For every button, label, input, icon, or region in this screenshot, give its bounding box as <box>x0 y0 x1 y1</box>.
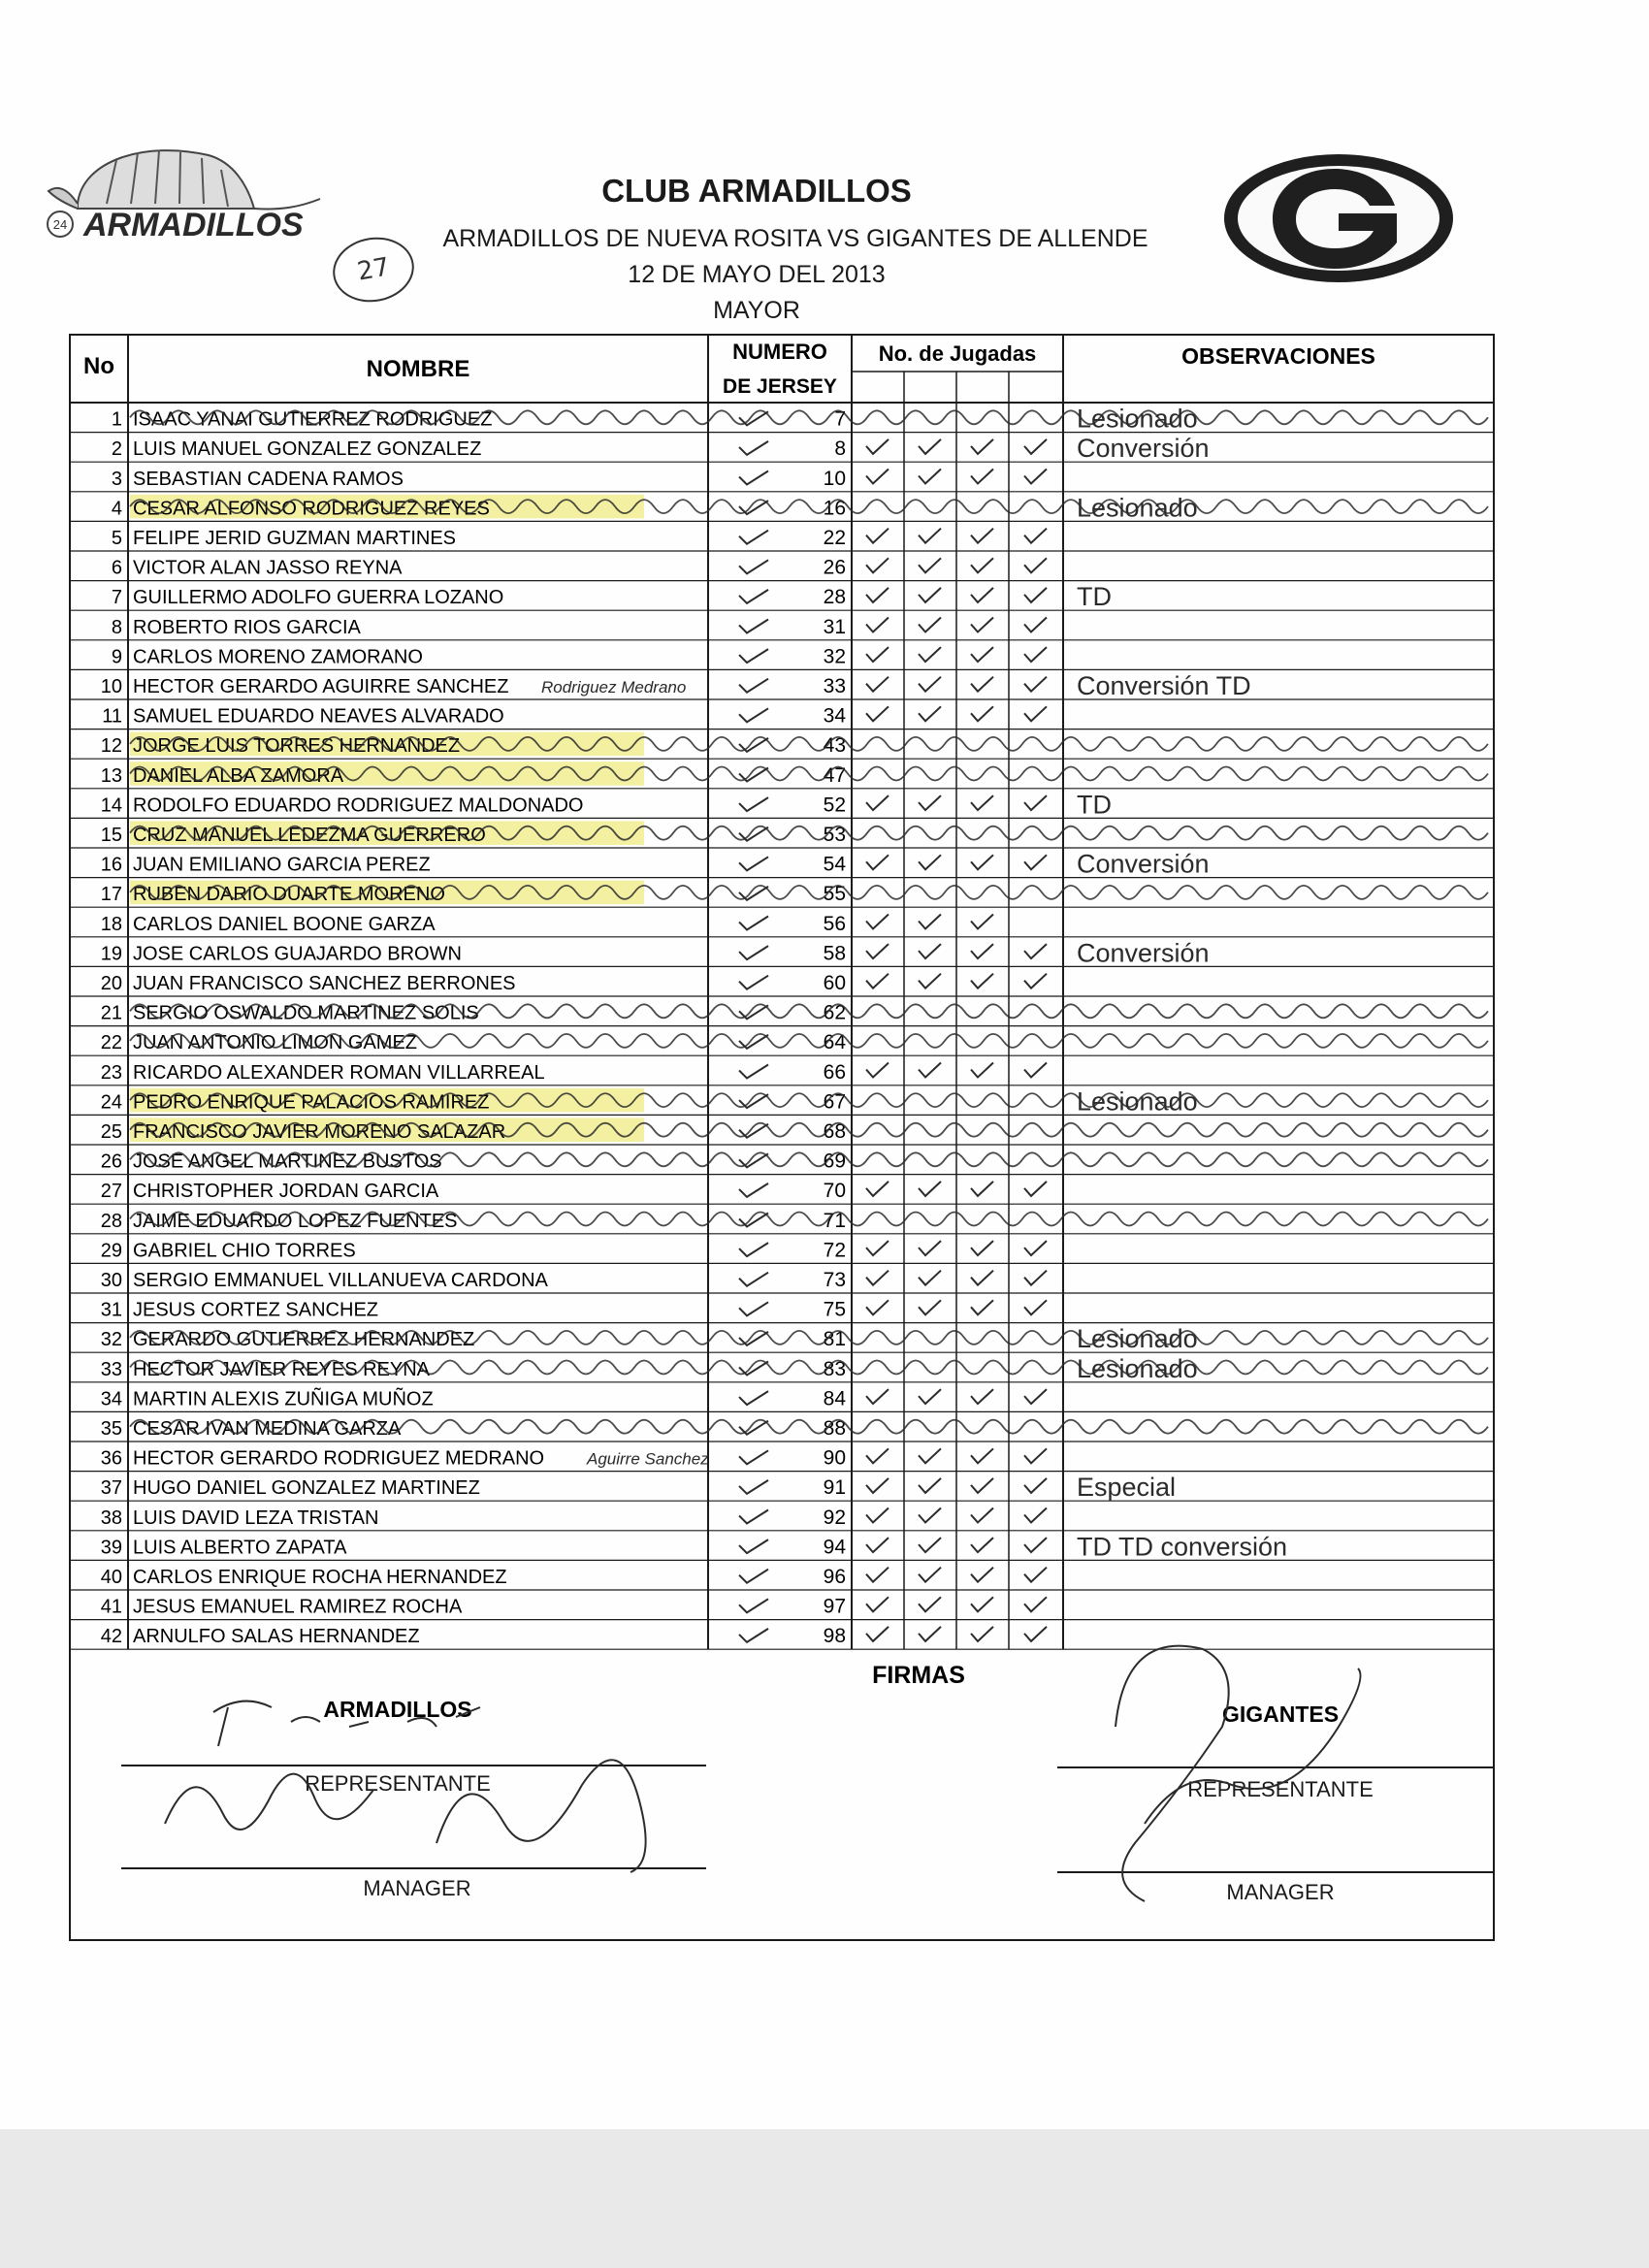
left-manager-label: MANAGER <box>363 1876 471 1900</box>
row-number: 19 <box>100 943 122 965</box>
play-check-mark <box>1024 647 1047 662</box>
row-number: 37 <box>100 1477 122 1500</box>
jersey-number: 52 <box>823 794 846 817</box>
play-check-mark <box>919 1597 941 1611</box>
play-check-mark <box>866 1271 889 1285</box>
play-check-mark <box>1024 470 1047 484</box>
play-check-mark <box>866 1597 889 1611</box>
player-name: SEBASTIAN CADENA RAMOS <box>133 468 404 490</box>
play-check-mark <box>866 558 889 572</box>
page-title: CLUB ARMADILLOS <box>601 173 912 209</box>
player-name: LUIS ALBERTO ZAPATA <box>133 1537 347 1559</box>
play-check-mark <box>1024 1182 1047 1196</box>
row-number: 15 <box>100 825 122 846</box>
jersey-number: 58 <box>823 942 846 965</box>
check-mark <box>739 797 768 811</box>
play-check-mark <box>971 1241 993 1255</box>
player-name: PEDRO ENRIQUE PALACIOS RAMIREZ <box>133 1091 490 1114</box>
check-mark <box>739 1391 768 1405</box>
player-name: CARLOS MORENO ZAMORANO <box>133 646 423 668</box>
row-number: 41 <box>100 1596 122 1618</box>
player-name: LUIS DAVID LEZA TRISTAN <box>133 1507 379 1529</box>
play-check-mark <box>919 529 941 543</box>
check-mark <box>739 441 768 455</box>
play-check-mark <box>971 439 993 454</box>
row-number: 16 <box>100 854 122 876</box>
check-mark <box>739 1065 768 1079</box>
play-check-mark <box>1024 1241 1047 1255</box>
right-team-label: GIGANTES <box>1221 1701 1340 1727</box>
play-check-mark <box>919 855 941 869</box>
jersey-number: 31 <box>823 615 846 638</box>
play-check-mark <box>971 1063 993 1078</box>
player-name: RICARDO ALEXANDER ROMAN VILLARREAL <box>133 1061 545 1084</box>
check-mark <box>739 560 768 573</box>
row-number: 14 <box>100 794 122 817</box>
play-check-mark <box>1024 1627 1047 1641</box>
play-check-mark <box>866 1627 889 1641</box>
play-check-mark <box>866 855 889 869</box>
row-number: 6 <box>111 557 122 579</box>
row-number: 32 <box>100 1329 122 1351</box>
play-check-mark <box>866 974 889 988</box>
observation-note: Especial <box>1077 1473 1177 1503</box>
jersey-number: 64 <box>823 1031 846 1054</box>
row-number: 5 <box>111 528 122 549</box>
play-check-mark <box>971 1300 993 1314</box>
row-number: 10 <box>100 676 122 697</box>
observation-note: Lesionado <box>1077 1086 1198 1117</box>
jersey-number: 33 <box>823 675 846 697</box>
play-check-mark <box>1024 1597 1047 1611</box>
play-check-mark <box>919 647 941 662</box>
row-number: 12 <box>100 735 122 758</box>
jersey-number: 47 <box>823 763 846 787</box>
header-observations: OBSERVACIONES <box>1181 343 1375 369</box>
player-name: JUAN FRANCISCO SANCHEZ BERRONES <box>133 973 516 994</box>
player-name: CESAR IVAN MEDINA GARZA <box>133 1418 402 1440</box>
play-check-mark <box>971 915 993 929</box>
jersey-number: 53 <box>823 824 846 846</box>
check-mark <box>739 857 768 870</box>
play-check-mark <box>866 1389 889 1404</box>
jersey-number: 97 <box>823 1595 846 1618</box>
play-check-mark <box>866 1478 889 1493</box>
row-number: 42 <box>100 1626 122 1648</box>
play-check-mark <box>971 618 993 632</box>
row-number: 29 <box>100 1240 122 1262</box>
player-name: GERARDO GUTIERREZ HERNANDEZ <box>133 1329 475 1351</box>
observation-note: Lesionado <box>1077 1353 1198 1383</box>
jersey-number: 62 <box>823 1001 846 1024</box>
observation-note: Conversión TD <box>1077 671 1251 700</box>
check-mark <box>739 1450 768 1464</box>
row-number: 28 <box>100 1210 122 1232</box>
player-name: CHRISTOPHER JORDAN GARCIA <box>133 1181 439 1203</box>
play-check-mark <box>1024 1448 1047 1463</box>
play-check-mark <box>919 558 941 572</box>
play-check-mark <box>919 795 941 810</box>
play-check-mark <box>1024 529 1047 543</box>
jersey-number: 68 <box>823 1120 846 1143</box>
play-check-mark <box>971 677 993 692</box>
play-check-mark <box>919 677 941 692</box>
observation-note: TD <box>1077 790 1112 820</box>
jersey-number: 73 <box>823 1269 846 1291</box>
play-check-mark <box>919 1300 941 1314</box>
player-name: HUGO DANIEL GONZALEZ MARTINEZ <box>133 1477 480 1500</box>
row-number: 31 <box>100 1299 122 1321</box>
play-check-mark <box>1024 1063 1047 1078</box>
play-check-mark <box>971 1182 993 1196</box>
play-check-mark <box>971 855 993 869</box>
jersey-number: 54 <box>823 853 846 876</box>
play-check-mark <box>919 915 941 929</box>
player-name: VICTOR ALAN JASSO REYNA <box>133 557 403 579</box>
play-check-mark <box>971 1538 993 1552</box>
play-check-mark <box>919 1508 941 1523</box>
row-number: 21 <box>100 1002 122 1024</box>
player-name: JUAN EMILIANO GARCIA PEREZ <box>133 854 431 876</box>
play-check-mark <box>919 1448 941 1463</box>
play-check-mark <box>919 1478 941 1493</box>
check-mark <box>739 976 768 989</box>
row-number: 1 <box>111 408 122 431</box>
player-name: HECTOR GERARDO AGUIRRE SANCHEZ <box>133 676 509 697</box>
jersey-number: 10 <box>823 467 846 490</box>
player-name: CARLOS DANIEL BOONE GARZA <box>133 913 436 935</box>
check-mark <box>739 1273 768 1286</box>
check-mark <box>739 1183 768 1197</box>
row-number: 11 <box>102 705 122 728</box>
row-number: 34 <box>100 1388 122 1410</box>
player-name: HECTOR GERARDO RODRIGUEZ MEDRANO <box>133 1447 545 1470</box>
jersey-number: 56 <box>823 912 846 935</box>
player-name: FRANCISCO JAVIER MORENO SALAZAR <box>133 1121 506 1143</box>
jersey-number: 83 <box>823 1357 846 1380</box>
header-jersey-line2: DE JERSEY <box>723 375 837 398</box>
play-check-mark <box>971 1508 993 1523</box>
play-check-mark <box>971 588 993 602</box>
check-mark <box>739 946 768 959</box>
row-number: 24 <box>100 1091 122 1114</box>
play-check-mark <box>866 795 889 810</box>
play-check-mark <box>919 1568 941 1582</box>
player-name: ISAAC YANAI GUTIERREZ RODRIGUEZ <box>133 408 493 431</box>
play-check-mark <box>971 1478 993 1493</box>
player-name: JAIME EDUARDO LOPEZ FUENTES <box>133 1210 458 1232</box>
player-name: JUAN ANTONIO LIMON GAMEZ <box>133 1032 417 1054</box>
player-name: CRUZ MANUEL LEDEZMA GUERRERO <box>133 825 486 846</box>
jersey-number: 16 <box>823 497 846 520</box>
row-number: 2 <box>111 438 122 461</box>
check-mark <box>739 1302 768 1315</box>
play-check-mark <box>971 974 993 988</box>
play-check-mark <box>971 1627 993 1641</box>
check-mark <box>739 1243 768 1256</box>
jersey-number: 28 <box>823 586 846 609</box>
play-check-mark <box>1024 1508 1047 1523</box>
play-check-mark <box>866 647 889 662</box>
check-mark <box>739 1570 768 1583</box>
jersey-number: 22 <box>823 527 846 549</box>
jersey-number: 81 <box>823 1328 846 1351</box>
play-check-mark <box>1024 1538 1047 1552</box>
play-check-mark <box>1024 677 1047 692</box>
header-no: No <box>83 353 114 379</box>
play-check-mark <box>866 529 889 543</box>
observation-note: Conversión <box>1077 434 1210 464</box>
play-check-mark <box>919 1182 941 1196</box>
play-check-mark <box>1024 795 1047 810</box>
play-check-mark <box>919 618 941 632</box>
check-mark <box>739 649 768 663</box>
jersey-number: 91 <box>823 1476 846 1500</box>
match-date: 12 DE MAYO DEL 2013 <box>628 261 886 288</box>
player-name: RODOLFO EDUARDO RODRIGUEZ MALDONADO <box>133 794 584 817</box>
row-number: 23 <box>100 1061 122 1084</box>
observation-note: Lesionado <box>1077 1324 1198 1354</box>
player-name: SERGIO EMMANUEL VILLANUEVA CARDONA <box>133 1270 548 1291</box>
play-check-mark <box>919 1271 941 1285</box>
play-check-mark <box>919 1063 941 1078</box>
play-check-mark <box>866 1063 889 1078</box>
handwritten-correction: Rodriguez Medrano <box>541 678 687 697</box>
row-number: 7 <box>111 587 122 609</box>
jersey-number: 88 <box>823 1417 846 1440</box>
play-check-mark <box>919 588 941 602</box>
play-check-mark <box>1024 944 1047 958</box>
play-check-mark <box>866 618 889 632</box>
player-name: SAMUEL EDUARDO NEAVES ALVARADO <box>133 705 504 728</box>
jersey-number: 60 <box>823 972 846 994</box>
play-check-mark <box>1024 706 1047 721</box>
row-number: 27 <box>100 1181 122 1203</box>
player-name: JOSE ANGEL MARTINEZ BUSTOS <box>133 1150 442 1173</box>
play-check-mark <box>919 1241 941 1255</box>
row-number: 40 <box>100 1567 122 1588</box>
play-check-mark <box>971 558 993 572</box>
jersey-number: 43 <box>823 734 846 758</box>
row-number: 30 <box>100 1270 122 1291</box>
jersey-number: 84 <box>823 1387 846 1410</box>
check-mark <box>739 917 768 930</box>
player-name: MARTIN ALEXIS ZUÑIGA MUÑOZ <box>133 1388 434 1410</box>
player-name: RUBEN DARIO DUARTE MORENO <box>133 884 445 906</box>
play-check-mark <box>971 470 993 484</box>
play-check-mark <box>919 944 941 958</box>
logo-badge: 24 <box>52 217 68 232</box>
player-name: CESAR ALFONSO RODRIGUEZ REYES <box>133 498 490 520</box>
play-check-mark <box>1024 974 1047 988</box>
check-mark <box>739 620 768 633</box>
jersey-number: 96 <box>823 1566 846 1588</box>
observation-note: Conversión <box>1077 938 1210 968</box>
player-name: LUIS MANUEL GONZALEZ GONZALEZ <box>133 438 482 461</box>
play-check-mark <box>866 1508 889 1523</box>
jersey-number: 69 <box>823 1150 846 1173</box>
jersey-number: 34 <box>823 704 846 728</box>
jersey-number: 94 <box>823 1536 846 1559</box>
jersey-number: 32 <box>823 645 846 668</box>
signatures-heading: FIRMAS <box>872 1662 965 1689</box>
row-number: 17 <box>100 884 122 906</box>
logo-text: ARMADILLOS <box>83 207 304 243</box>
jersey-number: 71 <box>823 1209 846 1232</box>
play-check-mark <box>919 706 941 721</box>
row-number: 39 <box>100 1537 122 1559</box>
row-number: 8 <box>111 616 122 638</box>
row-number: 9 <box>111 646 122 668</box>
left-team-label: ARMADILLOS <box>323 1697 472 1722</box>
play-check-mark <box>866 1182 889 1196</box>
play-check-mark <box>971 1389 993 1404</box>
row-number: 18 <box>100 913 122 935</box>
play-check-mark <box>919 974 941 988</box>
check-mark <box>739 708 768 722</box>
play-check-mark <box>1024 1389 1047 1404</box>
play-check-mark <box>866 1448 889 1463</box>
row-number: 13 <box>100 764 122 787</box>
header-plays: No. de Jugadas <box>878 341 1037 366</box>
header-jersey-line1: NUMERO <box>732 340 827 364</box>
play-check-mark <box>919 1389 941 1404</box>
row-number: 33 <box>100 1358 122 1380</box>
play-check-mark <box>971 529 993 543</box>
play-check-mark <box>971 795 993 810</box>
circled-number: 27 <box>328 231 419 308</box>
player-name: GABRIEL CHIO TORRES <box>133 1240 356 1262</box>
play-check-mark <box>866 915 889 929</box>
row-number: 20 <box>100 973 122 994</box>
play-check-mark <box>1024 1478 1047 1493</box>
play-check-mark <box>866 588 889 602</box>
check-mark <box>739 1599 768 1612</box>
play-check-mark <box>1024 558 1047 572</box>
player-name: JESUS CORTEZ SANCHEZ <box>133 1299 378 1321</box>
player-name: JOSE CARLOS GUAJARDO BROWN <box>133 943 462 965</box>
play-check-mark <box>919 439 941 454</box>
play-check-mark <box>866 470 889 484</box>
jersey-number: 75 <box>823 1298 846 1321</box>
play-check-mark <box>866 944 889 958</box>
check-mark <box>739 1480 768 1494</box>
check-mark <box>739 1510 768 1524</box>
jersey-number: 26 <box>823 556 846 579</box>
right-representative-label: REPRESENTANTE <box>1187 1777 1374 1801</box>
jersey-number: 8 <box>834 437 846 461</box>
jersey-number: 66 <box>823 1060 846 1084</box>
check-mark <box>739 679 768 693</box>
row-number: 35 <box>100 1418 122 1440</box>
check-mark <box>739 1539 768 1553</box>
play-check-mark <box>866 1568 889 1582</box>
play-check-mark <box>866 677 889 692</box>
right-manager-label: MANAGER <box>1226 1880 1335 1904</box>
observation-note: TD <box>1077 582 1112 612</box>
check-mark <box>739 471 768 485</box>
play-check-mark <box>971 944 993 958</box>
player-name: CARLOS ENRIQUE ROCHA HERNANDEZ <box>133 1567 507 1588</box>
row-number: 22 <box>100 1032 122 1054</box>
check-mark <box>739 1629 768 1642</box>
row-number: 25 <box>100 1121 122 1143</box>
observation-note: TD TD conversión <box>1077 1532 1288 1562</box>
match-subtitle: ARMADILLOS DE NUEVA ROSITA VS GIGANTES DE ALLENDE <box>442 225 1148 252</box>
play-check-mark <box>866 1241 889 1255</box>
observation-note: Conversión <box>1077 849 1210 879</box>
play-check-mark <box>1024 618 1047 632</box>
play-check-mark <box>971 1448 993 1463</box>
play-check-mark <box>1024 439 1047 454</box>
player-name: JESUS EMANUEL RAMIREZ ROCHA <box>133 1596 463 1618</box>
signature-right <box>1116 1646 1361 1901</box>
jersey-number: 70 <box>823 1180 846 1203</box>
division-label: MAYOR <box>713 297 800 324</box>
row-number: 26 <box>100 1150 122 1173</box>
play-check-mark <box>866 1538 889 1552</box>
jersey-number: 67 <box>823 1090 846 1114</box>
player-name: JORGE LUIS TORRES HERNANDEZ <box>133 735 461 758</box>
handwritten-correction: Aguirre Sanchez <box>587 1449 709 1469</box>
jersey-number: 55 <box>823 883 846 906</box>
play-check-mark <box>1024 1568 1047 1582</box>
player-name: HECTOR JAVIER REYES REYNA <box>133 1358 430 1380</box>
observation-note: Lesionado <box>1077 493 1198 523</box>
header-name: NOMBRE <box>366 356 470 382</box>
row-number: 3 <box>111 468 122 490</box>
jersey-number: 98 <box>823 1625 846 1648</box>
jersey-number: 90 <box>823 1446 846 1470</box>
player-name: FELIPE JERID GUZMAN MARTINES <box>133 528 457 549</box>
play-check-mark <box>971 647 993 662</box>
row-number: 4 <box>111 498 122 520</box>
play-check-mark <box>919 1627 941 1641</box>
play-check-mark <box>866 1300 889 1314</box>
row-number: 38 <box>100 1507 122 1529</box>
play-check-mark <box>919 1538 941 1552</box>
play-check-mark <box>1024 588 1047 602</box>
play-check-mark <box>919 470 941 484</box>
player-name: GUILLERMO ADOLFO GUERRA LOZANO <box>133 587 504 609</box>
row-number: 36 <box>100 1447 122 1470</box>
player-name: ROBERTO RIOS GARCIA <box>133 616 361 638</box>
play-check-mark <box>1024 1271 1047 1285</box>
player-name: DANIEL ALBA ZAMORA <box>133 764 344 787</box>
left-representative-label: REPRESENTANTE <box>305 1771 491 1796</box>
check-mark <box>739 590 768 603</box>
jersey-number: 72 <box>823 1239 846 1262</box>
play-check-mark <box>971 1271 993 1285</box>
player-name: ARNULFO SALAS HERNANDEZ <box>133 1626 420 1648</box>
play-check-mark <box>1024 1300 1047 1314</box>
play-check-mark <box>971 1597 993 1611</box>
jersey-number: 7 <box>834 407 846 431</box>
play-check-mark <box>971 1568 993 1582</box>
play-check-mark <box>1024 855 1047 869</box>
play-check-mark <box>866 439 889 454</box>
player-name: SERGIO OSWALDO MARTINEZ SOLIS <box>133 1002 479 1024</box>
play-check-mark <box>971 706 993 721</box>
observation-note: Lesionado <box>1077 404 1198 434</box>
jersey-number: 92 <box>823 1506 846 1529</box>
play-check-mark <box>866 706 889 721</box>
check-mark <box>739 531 768 544</box>
